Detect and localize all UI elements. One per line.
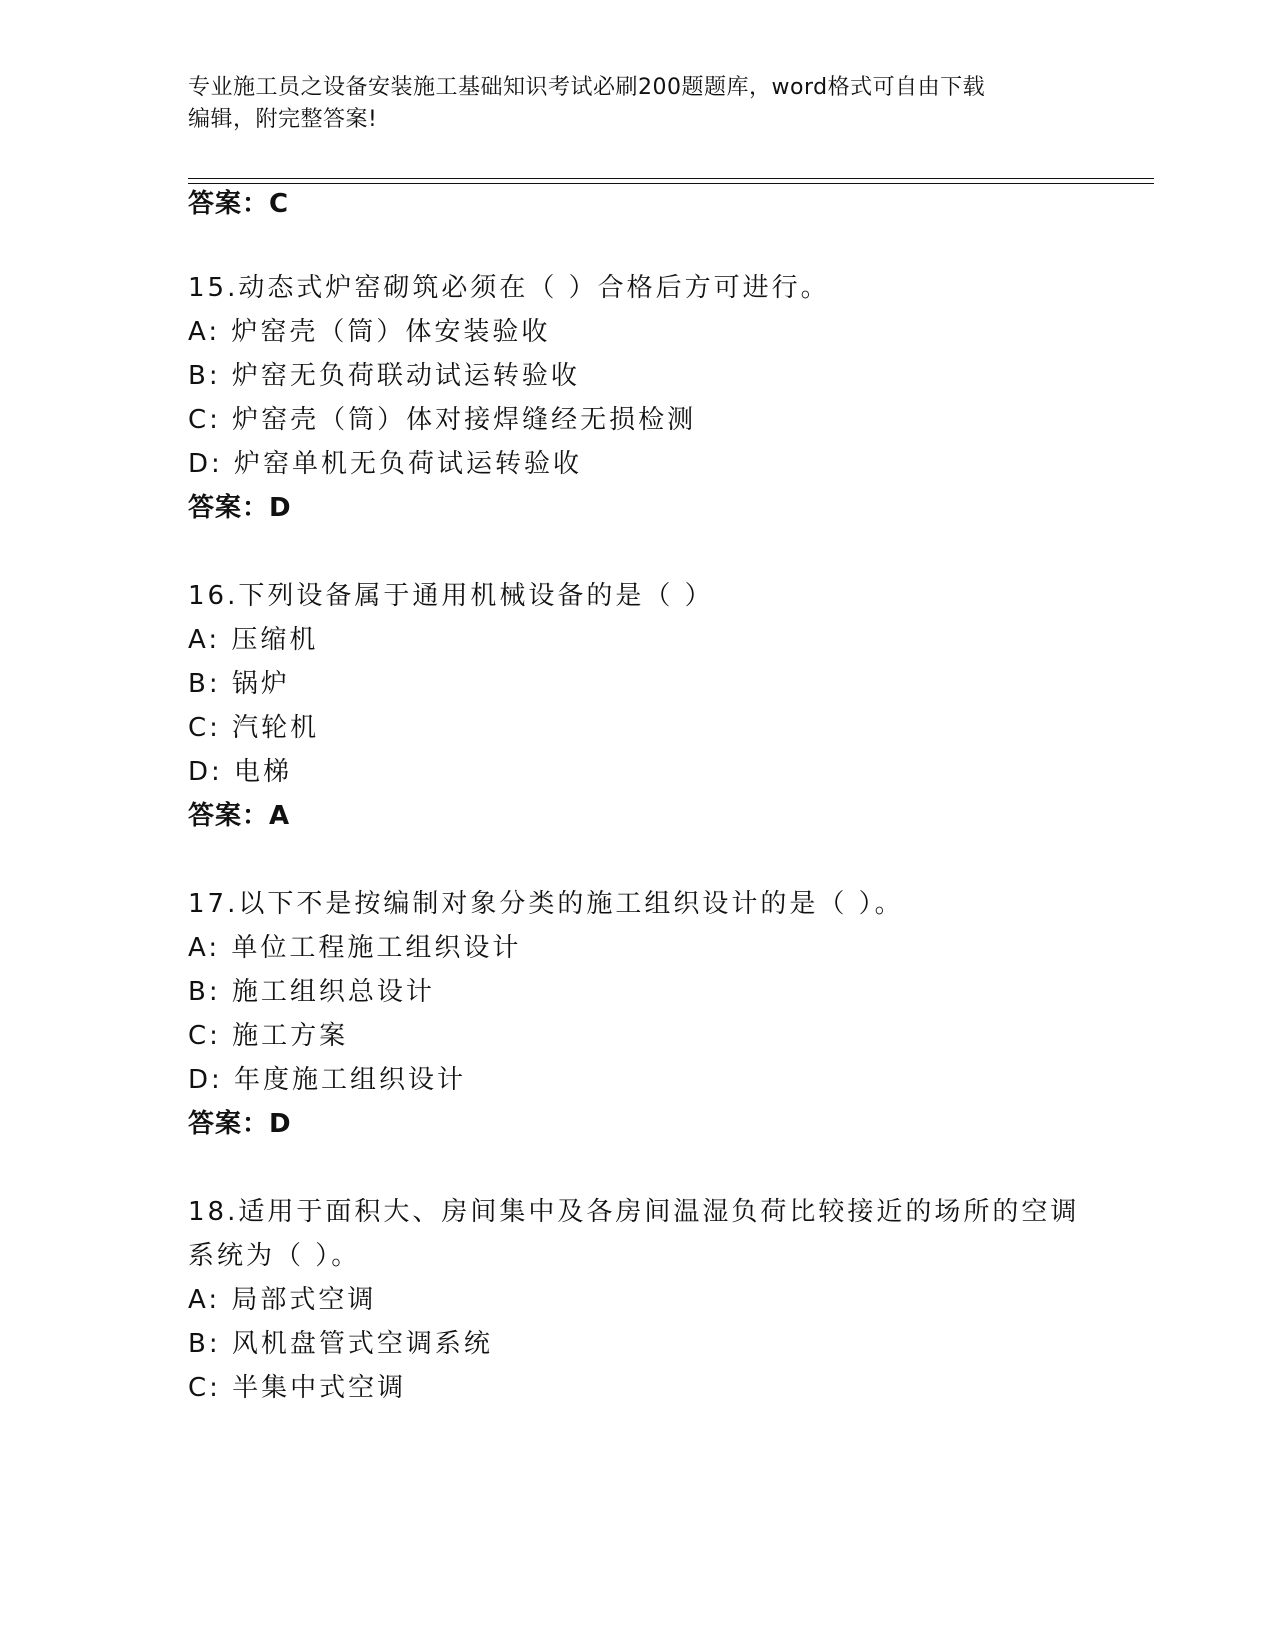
question-15-option-c: C: 炉窑壳（筒）体对接焊缝经无损检测 bbox=[188, 405, 697, 435]
question-16-option-a: A: 压缩机 bbox=[188, 625, 319, 655]
question-15-option-b: B: 炉窑无负荷联动试运转验收 bbox=[188, 361, 580, 391]
question-18-option-c: C: 半集中式空调 bbox=[188, 1373, 407, 1403]
question-15-option-a: A: 炉窑壳（筒）体安装验收 bbox=[188, 317, 551, 347]
header-divider-top bbox=[188, 178, 1154, 179]
document-header bbox=[188, 72, 1068, 136]
question-16-stem: 16.下列设备属于通用机械设备的是（ ） bbox=[188, 581, 714, 611]
question-18-stem-line-2: 系统为（ ）。 bbox=[188, 1241, 361, 1271]
question-16-answer: 答案：A bbox=[188, 801, 291, 831]
question-17-option-c: C: 施工方案 bbox=[188, 1021, 349, 1051]
question-17-option-b: B: 施工组织总设计 bbox=[188, 977, 435, 1007]
question-16-option-d: D: 电梯 bbox=[188, 757, 293, 787]
question-17-option-a: A: 单位工程施工组织设计 bbox=[188, 933, 522, 963]
question-16-option-b: B: 锅炉 bbox=[188, 669, 290, 699]
question-18-option-a: A: 局部式空调 bbox=[188, 1285, 377, 1315]
question-18-stem-line-1: 18.适用于面积大、房间集中及各房间温湿负荷比较接近的场所的空调 bbox=[188, 1197, 1080, 1227]
question-18-option-b: B: 风机盘管式空调系统 bbox=[188, 1329, 493, 1359]
question-15-option-d: D: 炉窑单机无负荷试运转验收 bbox=[188, 449, 583, 479]
previous-answer: 答案：C bbox=[188, 189, 290, 219]
question-16-option-c: C: 汽轮机 bbox=[188, 713, 320, 743]
question-17-option-d: D: 年度施工组织设计 bbox=[188, 1065, 467, 1095]
question-15-stem: 15.动态式炉窑砌筑必须在（ ）合格后方可进行。 bbox=[188, 273, 830, 303]
question-17-answer: 答案：D bbox=[188, 1109, 292, 1139]
header-title-line-1: 专业施工员之设备安装施工基础知识考试必刷200题题库，word格式可自由下载 bbox=[188, 75, 986, 100]
header-title-line-2: 编辑，附完整答案! bbox=[188, 107, 378, 132]
header-divider-bottom bbox=[188, 183, 1154, 184]
question-17-stem: 17.以下不是按编制对象分类的施工组织设计的是（ ）。 bbox=[188, 889, 904, 919]
question-15-answer: 答案：D bbox=[188, 493, 292, 523]
